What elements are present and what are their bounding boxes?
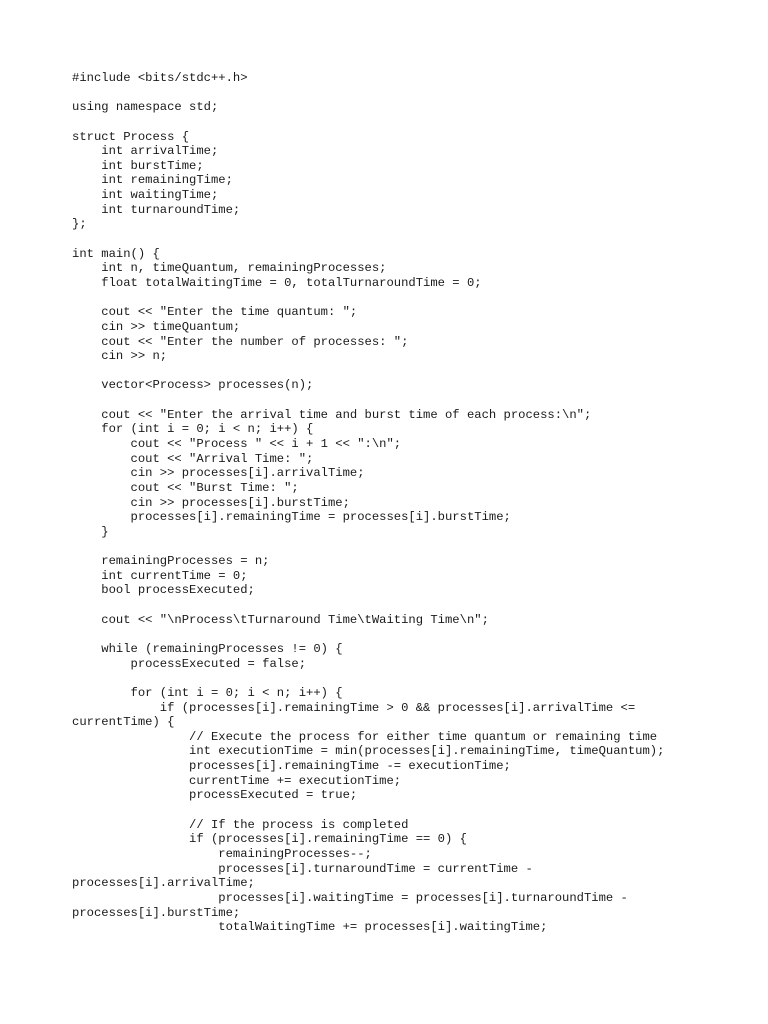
- code-line: // If the process is completed: [72, 817, 409, 832]
- code-line: [72, 86, 752, 101]
- code-line: cout << "Enter the arrival time and burst time of each process:\n";: [72, 407, 592, 422]
- code-line: }: [72, 524, 109, 539]
- code-line: if (processes[i].remainingTime > 0 && processes[i].arrivalTime <=: [72, 700, 636, 715]
- code-line: processes[i].remainingTime = processes[i].burstTime;: [72, 510, 511, 525]
- code-line: // Execute the process for either time quantum or remaining time: [72, 729, 658, 744]
- code-line: int currentTime = 0;: [72, 568, 248, 583]
- code-line: processExecuted = false;: [72, 656, 307, 671]
- code-line: [72, 364, 752, 379]
- code-line: int burstTime;: [72, 158, 204, 173]
- code-line: currentTime += executionTime;: [72, 773, 402, 788]
- code-line: processes[i].waitingTime = processes[i].turnaroundTime -: [72, 890, 628, 905]
- code-line: if (processes[i].remainingTime == 0) {: [72, 832, 467, 847]
- code-line: [72, 598, 752, 613]
- code-line: cout << "Process " << i + 1 << ":\n";: [72, 437, 402, 452]
- code-line: totalWaitingTime += processes[i].waitingTime;: [72, 920, 548, 935]
- code-line: processes[i].burstTime;: [72, 905, 241, 920]
- code-line: int turnaroundTime;: [72, 202, 241, 217]
- code-line: [72, 803, 752, 818]
- code-line: [72, 115, 752, 130]
- code-line: cout << "\nProcess\tTurnaround Time\tWaiting Time\n";: [72, 612, 489, 627]
- code-line: };: [72, 217, 87, 232]
- code-line: vector<Process> processes(n);: [72, 378, 314, 393]
- code-line: [72, 393, 752, 408]
- code-line: processExecuted = true;: [72, 788, 358, 803]
- code-line: processes[i].turnaroundTime = currentTime -: [72, 861, 533, 876]
- code-line: [72, 291, 752, 306]
- code-line: remainingProcesses = n;: [72, 554, 270, 569]
- code-line: int remainingTime;: [72, 173, 233, 188]
- code-line: using namespace std;: [72, 100, 219, 115]
- code-line: int waitingTime;: [72, 188, 219, 203]
- code-line: [72, 232, 752, 247]
- code-line: currentTime) {: [72, 715, 175, 730]
- code-line: int n, timeQuantum, remainingProcesses;: [72, 261, 387, 276]
- code-line: cout << "Arrival Time: ";: [72, 451, 314, 466]
- code-line: #include <bits/stdc++.h>: [72, 71, 248, 85]
- code-line: [72, 627, 752, 642]
- code-line: int arrivalTime;: [72, 144, 219, 159]
- code-line: cin >> n;: [72, 349, 168, 364]
- code-line: cout << "Burst Time: ";: [72, 480, 299, 495]
- code-line: int executionTime = min(processes[i].remainingTime, timeQuantum);: [72, 744, 665, 759]
- code-line: [72, 671, 752, 686]
- code-line: [72, 540, 752, 555]
- code-line: processes[i].arrivalTime;: [72, 876, 255, 891]
- code-line: cin >> processes[i].arrivalTime;: [72, 466, 365, 481]
- code-line: struct Process {: [72, 129, 190, 144]
- code-line: cout << "Enter the time quantum: ";: [72, 305, 358, 320]
- code-line: for (int i = 0; i < n; i++) {: [72, 422, 314, 437]
- code-line: processes[i].remainingTime -= executionTime;: [72, 759, 511, 774]
- code-line: cin >> processes[i].burstTime;: [72, 495, 350, 510]
- code-line: while (remainingProcesses != 0) {: [72, 641, 343, 656]
- code-line: int main() {: [72, 246, 160, 261]
- code-line: cin >> timeQuantum;: [72, 319, 241, 334]
- code-line: cout << "Enter the number of processes: ";: [72, 334, 409, 349]
- code-line: remainingProcesses--;: [72, 846, 372, 861]
- code-line: bool processExecuted;: [72, 583, 255, 598]
- code-listing: [72, 71, 752, 935]
- code-line: for (int i = 0; i < n; i++) {: [72, 685, 343, 700]
- code-line: float totalWaitingTime = 0, totalTurnaroundTime = 0;: [72, 275, 482, 290]
